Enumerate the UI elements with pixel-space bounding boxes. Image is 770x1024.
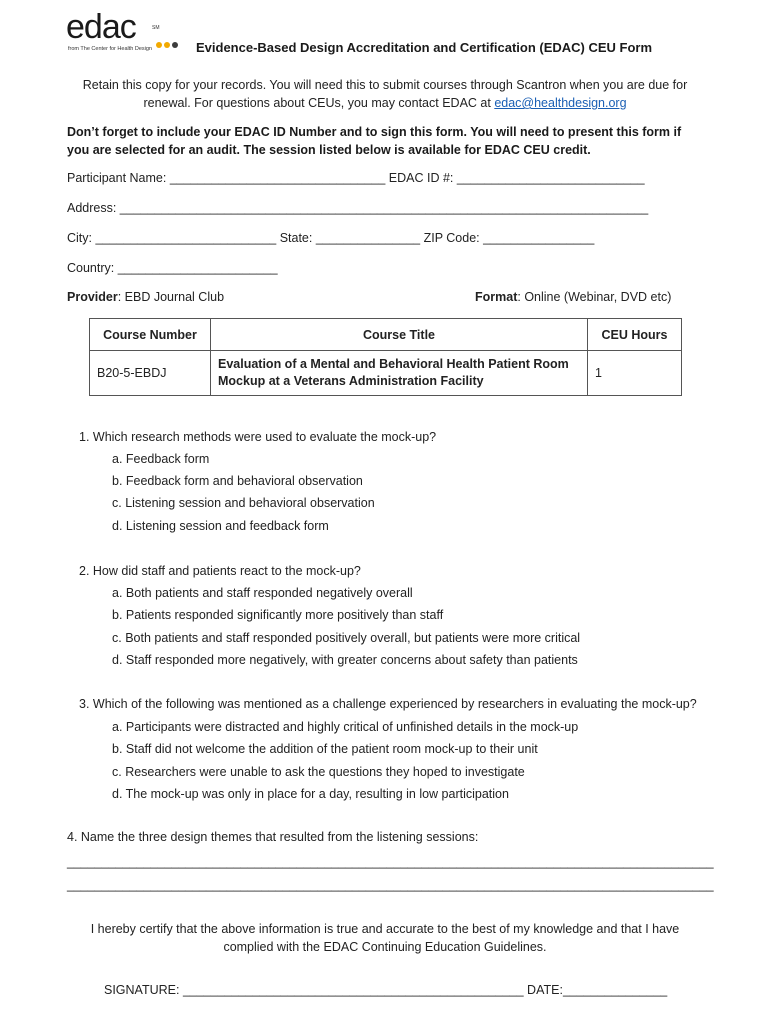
logo-dot [156,42,162,48]
address-field[interactable]: Address: ____________________________________________________________________________ [67,201,649,215]
notice-line-1: Don’t forget to include your EDAC ID Number and to sign this form. You will need to present this form if [67,125,682,139]
email-link[interactable]: edac@healthdesign.org [494,96,627,110]
course-title-cell [211,351,588,396]
question-1-option-a[interactable]: a. Feedback form [112,452,210,466]
question-1-option-b[interactable]: b. Feedback form and behavioral observation [112,474,363,488]
course-title-line-2: Mockup at a Veterans Administration Facility [218,374,484,388]
question-1: 1. Which research methods were used to evaluate the mock-up? [79,430,437,444]
table-header-row [90,319,682,351]
notice [67,123,681,159]
certification-line-2: complied with the EDAC Continuing Education Guidelines. [223,940,547,954]
form-title: Evidence-Based Design Accreditation and Certification (EDAC) CEU Form [196,40,653,55]
city-state-zip-field[interactable]: City: __________________________ State: _______________ ZIP Code: ________________ [67,231,595,245]
question-4-answer-line-1[interactable]: _____________________________________________________________________________________________ [67,855,714,869]
participant-field[interactable]: Participant Name: _______________________________ EDAC ID #: ___________________________ [67,171,645,185]
col-ceu-hours: CEU Hours [588,319,682,351]
question-3: 3. Which of the following was mentioned as a challenge experienced by researchers in evaluating the mock-up? [79,697,697,711]
course-table [89,318,682,396]
question-2: 2. How did staff and patients react to the mock-up? [79,564,361,578]
certification-line-1: I hereby certify that the above information is true and accurate to the best of my knowledge and that I have [90,922,680,936]
course-number-cell: B20-5-EBDJ [90,351,211,396]
logo-service-mark: SM [152,25,160,31]
logo-tagline: from The Center for Health Design [68,46,152,52]
intro-line-2-text: renewal. For questions about CEUs, you may contact EDAC at [143,96,495,110]
question-3-option-b[interactable]: b. Staff did not welcome the addition of the patient room mock-up to their unit [112,742,538,756]
table-row [90,351,682,396]
format-label: Format [475,290,518,304]
logo-dot [172,42,178,48]
logo-dots [156,37,180,51]
col-course-title: Course Title [211,319,588,351]
intro-line-1: Retain this copy for your records. You will need this to submit courses through Scantron when you are due for [82,78,688,92]
question-3-option-a[interactable]: a. Participants were distracted and highly critical of unfinished details in the mock-up [112,720,579,734]
provider-value: : EBD Journal Club [117,290,225,304]
question-2-option-d[interactable]: d. Staff responded more negatively, with greater concerns about safety than patients [112,653,578,667]
question-1-option-c[interactable]: c. Listening session and behavioral observation [112,496,375,510]
certification-text [0,920,770,956]
question-2-option-b[interactable]: b. Patients responded significantly more positively than staff [112,608,444,622]
provider-label: Provider [67,290,118,304]
logo-wordmark: edac [66,8,136,46]
course-title-line-1: Evaluation of a Mental and Behavioral Health Patient Room [218,357,569,371]
signature-date-field[interactable]: SIGNATURE: _________________________________________________ DATE:_______________ [104,983,668,997]
edac-logo [66,8,191,58]
provider [67,290,224,304]
question-3-option-c[interactable]: c. Researchers were unable to ask the questions they hoped to investigate [112,765,525,779]
question-3-option-d[interactable]: d. The mock-up was only in place for a day, resulting in low participation [112,787,509,801]
format-value: : Online (Webinar, DVD etc) [517,290,672,304]
notice-line-2: you are selected for an audit. The session listed below is available for EDAC CEU credit. [67,143,591,157]
intro-line-2 [0,94,770,112]
ceu-hours-cell: 1 [588,351,682,396]
question-4: 4. Name the three design themes that resulted from the listening sessions: [67,830,479,844]
intro-text [0,76,770,112]
question-2-option-c[interactable]: c. Both patients and staff responded positively overall, but patients were more critical [112,631,581,645]
question-1-option-d[interactable]: d. Listening session and feedback form [112,519,329,533]
country-field[interactable]: Country: _______________________ [67,261,278,275]
logo-dot [164,42,170,48]
col-course-number: Course Number [90,319,211,351]
question-4-answer-line-2[interactable]: _____________________________________________________________________________________________ [67,878,714,892]
question-2-option-a[interactable]: a. Both patients and staff responded negatively overall [112,586,413,600]
format [475,290,671,304]
